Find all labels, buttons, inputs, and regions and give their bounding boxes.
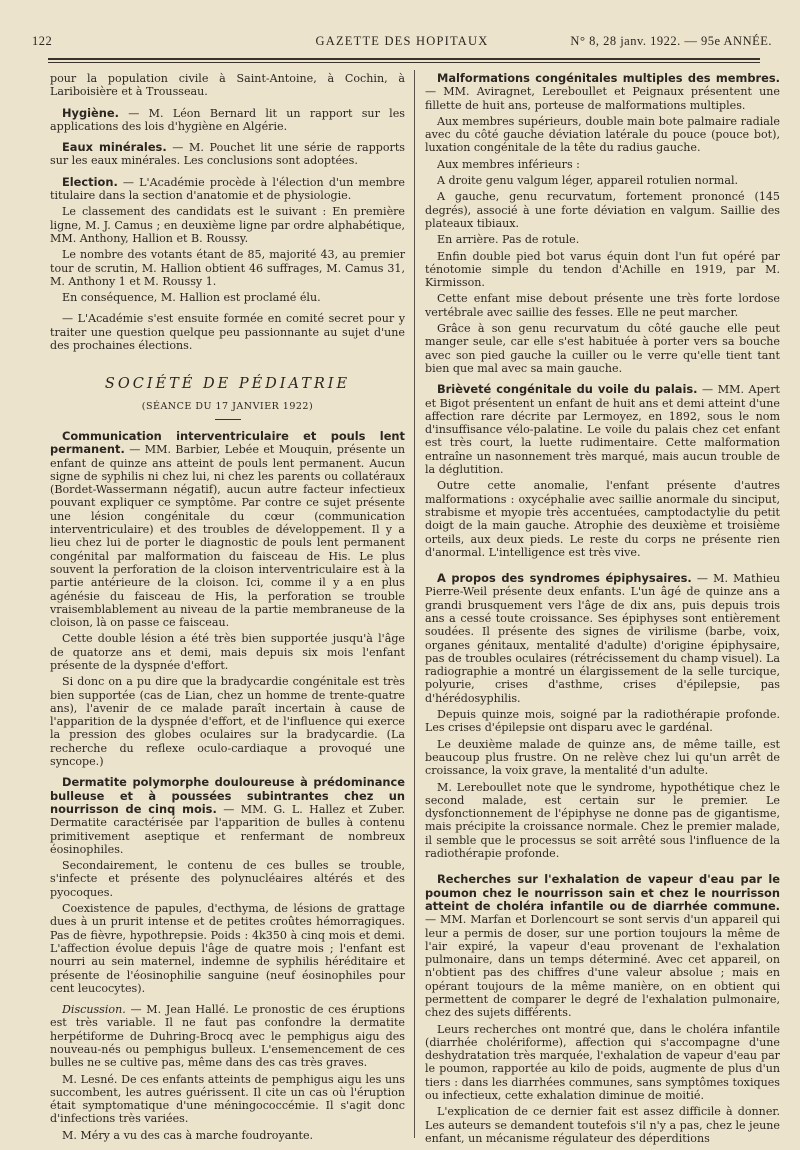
- left-column: [50, 72, 405, 1145]
- paragraph: Grâce à son genu recurvatum du côté gauche elle peut manger seule, car elle s'est habituée à porter vers sa bouche avec son pied gauche la cuiller ou le verre qu'elle tient tant bien que mal avec sa main gauche.: [425, 322, 780, 375]
- discussion-text: — M. Jean Hallé. Le pronostic de ces éruptions est très variable. Il ne faut pas confondre la dermatite herpétiforme de Duhring-Brocq avec le pemphigus aigu des nouveau-nés ou pemphigus bulleux. L'ensemencement de ces bulles ne se cultive pas, même dans des cas très graves.: [50, 1003, 405, 1070]
- paragraph: Enfin double pied bot varus équin dont l'un fut opéré par ténotomie simple du tendon d'Achille en 1919, par M. Kirmisson.: [425, 249, 780, 290]
- paragraph: Aux membres inférieurs :: [437, 157, 580, 171]
- article-text: — MM. G. L. Hallez et Zuber. Dermatite caractérisée par l'apparition de bulles à contenu primitivement aseptique et renfermant de nombreux éosinophiles.: [50, 802, 405, 856]
- paragraph: Depuis quinze mois, soigné par la radiothérapie profonde. Les crises d'épilepsie ont disparu avec le gardénal.: [425, 708, 780, 735]
- paragraph: — L'Académie s'est ensuite formée en comité secret pour y traiter une question quelque peu passionnante au sujet d'une des prochaines élections.: [50, 312, 405, 353]
- section-title: SOCIÉTÉ DE PÉDIATRIE: [104, 376, 351, 393]
- article-text: — MM. Marfan et Dorlencourt se sont servis d'un appareil qui leur a permis de doser, sur une portion toujours la même de l'air expiré, la vapeur d'eau provenant de l'exhalation pulmonaire, dans un temps déterminé. Avec cet appareil, on n'obtient pas des chiffres d'une valeur absolue ; mais en opérant toujours de la même manière, on en obtient qui permettent de comparer le degré de l'exhalation pulmonaire, chez des sujets différents.: [425, 913, 780, 1020]
- article-text: — MM. Barbier, Lebée et Mouquin, présente un enfant de quinze ans atteint de pouls lent permanent. Aucun signe de syphilis ni chez lui, ni chez les parents ou collatéraux (Bordet-Wassermann négatif), aucun autre facteur infectieux pouvant expliquer ce symptôme. Par contre ce sujet présente une lésion congénitale du cœur (communication interventriculaire) et des troubles de développement. Il y a lieu chez lui de porter le diagnostic de pouls lent permanent congénital par malformation du faisceau de His. Le plus souvent la perforation de la cloison interventriculaire est à la partie antérieure de la cloison. Ici, comme il y a en plus agénésie du faisceau de His, la perforation se trouble vraisemblablement au niveau de la partie membraneuse de la cloison, là on passe ce faisceau.: [50, 443, 405, 630]
- article-text: — MM. Apert et Bigot présentent un enfant de huit ans et demi atteint d'une affection rare décrite par Lermoyez, en 1892, sous le nom d'insuffisance vélo-palatine. Le voile du palais chez cet enfant est très court, la luette rudimentaire. Cette malformation entraîne un nasonnement très marqué, mais aucun trouble de la déglutition.: [425, 383, 781, 477]
- discussion: [50, 1003, 405, 1069]
- paragraph: Outre cette anomalie, l'enfant présente d'autres malformations : oxycéphalie avec saillie anormale du sinciput, strabisme et myopie très accentuées, camptodactylie du petit doigt de la main gauche. Atrophie des deuxième et troisième orteils, aux deux pieds. Le reste du corps ne présente rien d'anormal. L'intelligence est très vive.: [425, 479, 780, 559]
- article-text: — M. Mathieu Pierre-Weil présente deux enfants. L'un âgé de quinze ans a grandi brusquement vers l'âge de dix ans, puis depuis trois ans a cessé toute croissance. Ses épiphyses sont entièrement soudées. Il présente des signes de virilisme (barbe, voix, organes génitaux, mentalité d'adulte) d'origine épiphysaire, pas de troubles oculaires (rétrécissement du champ visuel). La radiographie a montré un élargissement de la selle turcique, polyurie, crises d'asthme, crises d'épilepsie, pas d'hérédosyphilis.: [425, 572, 780, 705]
- article-heading: Malformations congénitales multiples des membres.: [437, 71, 780, 85]
- paragraph: A droite genu valgum léger, appareil rotulien normal.: [437, 174, 739, 188]
- paragraph: M. Lesné. De ces enfants atteints de pemphigus aigu les uns succombent, les autres guérissent. Il cite un cas où l'éruption était symptomatique d'une méningococcémie. Il s'agit donc d'infections très variées.: [50, 1072, 405, 1126]
- article-brievete: [425, 383, 780, 476]
- paragraph: pour la population civile à Saint-Antoine, à Cochin, à Lariboisière et à Trousseau.: [50, 72, 405, 99]
- paragraph: M. Lereboullet note que le syndrome, hypothétique chez le second malade, est certain sur le premier. Le dysfonctionnement de l'épiphyse ne donne pas de gigantisme, mais précipite la croissance normale. Chez le premier malade, il semble que le processus se soit arrêté sous l'influence de la radiothérapie profonde.: [425, 780, 780, 861]
- article-heading: Recherches sur l'exhalation de vapeur d'eau par le poumon chez le nourrisson sain et chez le nourrisson atteint de choléra infantile ou de diarrhée commune.: [425, 872, 780, 913]
- article-text: — M. Léon Bernard lit un rapport sur les applications des lois d'hygiène en Algérie.: [50, 106, 405, 133]
- paragraph: Coexistence de papules, d'ecthyma, de lésions de grattage dues à un prurit intense et de petites croûtes hémorragiques. Pas de fièvre, hypothrepsie. Poids : 4k350 à cinq mois et demi. L'affection évolue depuis l'âge de quatre mois ; l'enfant est nourri au sein maternel, indemne de syphilis héréditaire et présente de l'éosinophilie sanguine (neuf éosinophiles pour cent leucocytes).: [50, 902, 405, 995]
- article-heading: A propos des syndromes épiphysaires.: [437, 571, 692, 586]
- header-rule: [48, 58, 760, 60]
- article-epiphysaires: [425, 572, 780, 705]
- article-heading: Hygiène.: [62, 105, 119, 120]
- page-header: [32, 34, 772, 54]
- article-heading: Eaux minérales.: [62, 140, 167, 155]
- paragraph: Aux membres supérieurs, double main bote palmaire radiale avec du côté gauche déviation latérale du pouce (pouce bot), luxation congénitale de la tête du radius gauche.: [425, 114, 780, 155]
- article-eaux: [50, 141, 405, 168]
- article-recherches: [425, 873, 780, 1019]
- article-malformations: [425, 72, 780, 112]
- article-text: — M. Pouchet lit une série de rapports sur les eaux minérales. Les conclusions sont adoptées.: [50, 141, 405, 168]
- paragraph: Secondairement, le contenu de ces bulles se trouble, s'infecte et présente des polynucléaires altérés et des pyocoques.: [50, 859, 405, 899]
- paragraph: Le deuxième malade de quinze ans, de même taille, est beaucoup plus frustre. On ne relève chez lui qu'un arrêt de croissance, la voix grave, la mentalité d'un adulte.: [425, 737, 780, 778]
- article-communication: [50, 430, 405, 629]
- article-heading: Communication interventriculaire et pouls lent permanent.: [50, 428, 405, 457]
- article-heading: Brièveté congénitale du voile du palais.: [437, 382, 698, 397]
- paragraph: Le nombre des votants étant de 85, majorité 43, au premier tour de scrutin, M. Hallion obtient 46 suffrages, M. Camus 31, M. Anthony 1 et M. Roussy 1.: [50, 248, 405, 288]
- paragraph: Cette double lésion a été très bien supportée jusqu'à l'âge de quatorze ans et demi, mais depuis six mois l'enfant présente de la dyspnée d'effort.: [50, 632, 405, 672]
- journal-title: GAZETTE DES HOPITAUX: [315, 34, 489, 48]
- paragraph: En conséquence, M. Hallion est proclamé élu.: [62, 291, 321, 305]
- paragraph: Si donc on a pu dire que la bradycardie congénitale est très bien supportée (cas de Lian, chez un homme de trente-quatre ans), l'avenir de ce malade paraît incertain à cause de l'apparition de la dyspnée d'effort, et de l'influence qui exerce la pression des globes oculaires sur la bradycardie. (La recherche du reflexe oculo-cardiaque a provoqué une syncope.): [50, 675, 405, 769]
- issue-info: N° 8, 28 janv. 1922. — 95e ANNÉE.: [570, 34, 772, 48]
- article-election: [50, 176, 405, 203]
- article-dermatite: [50, 776, 405, 856]
- article-text: — MM. Aviragnet, Lereboullet et Peignaux présentent une fillette de huit ans, porteuse de malformations multiples.: [425, 85, 780, 112]
- column-divider: [414, 70, 415, 1138]
- article-heading: Election.: [62, 174, 118, 189]
- discussion-label: Discussion.: [62, 1003, 126, 1017]
- article-text: — L'Académie procède à l'élection d'un membre titulaire dans la section d'anatomie et de physiologie.: [50, 175, 405, 203]
- paragraph: M. Méry a vu des cas à marche foudroyante.: [62, 1128, 314, 1142]
- section-subtitle: (SÉANCE DU 17 JANVIER 1922): [141, 400, 314, 412]
- paragraph: Leurs recherches ont montré que, dans le choléra infantile (diarrhée cholériforme), affection qui s'accompagne d'une deshydratation très marquée, l'exhalation de vapeur d'eau par le poumon, rapportée au kilo de poids, augmente de plus d'un tiers : dans les diarrhées communes, sans symptômes toxiques ou infectieux, cette exhalation diminue de moitié.: [425, 1022, 780, 1103]
- article-hygiene: [50, 107, 405, 134]
- paragraph: A gauche, genu recurvatum, fortement prononcé (145 degrés), associé à une forte déviation en valgum. Saillie des plateaux tibiaux.: [425, 190, 780, 230]
- header-rule-thin: [48, 62, 760, 63]
- page-number: 122: [32, 34, 53, 48]
- paragraph: Le classement des candidats est le suivant : En première ligne, M. J. Camus ; en deuxième ligne par ordre alphabétique, MM. Anthony, Hallion et B. Roussy.: [50, 205, 405, 245]
- right-column: [425, 72, 780, 1148]
- paragraph: Cette enfant mise debout présente une très forte lordose vertébrale avec saillie des fesses. Elle ne peut marcher.: [425, 292, 780, 319]
- section-rule: [215, 419, 241, 420]
- paragraph: L'explication de ce dernier fait est assez difficile à donner. Les auteurs se demandent toutefois s'il n'y a pas, chez le jeune enfant, un mécanisme régulateur des déperditions: [425, 1105, 780, 1145]
- article-heading: Dermatite polymorphe douloureuse à prédominance bulleuse et à poussées subintrantes chez un nourrisson de cinq mois.: [50, 775, 405, 816]
- paragraph: En arrière. Pas de rotule.: [437, 233, 580, 247]
